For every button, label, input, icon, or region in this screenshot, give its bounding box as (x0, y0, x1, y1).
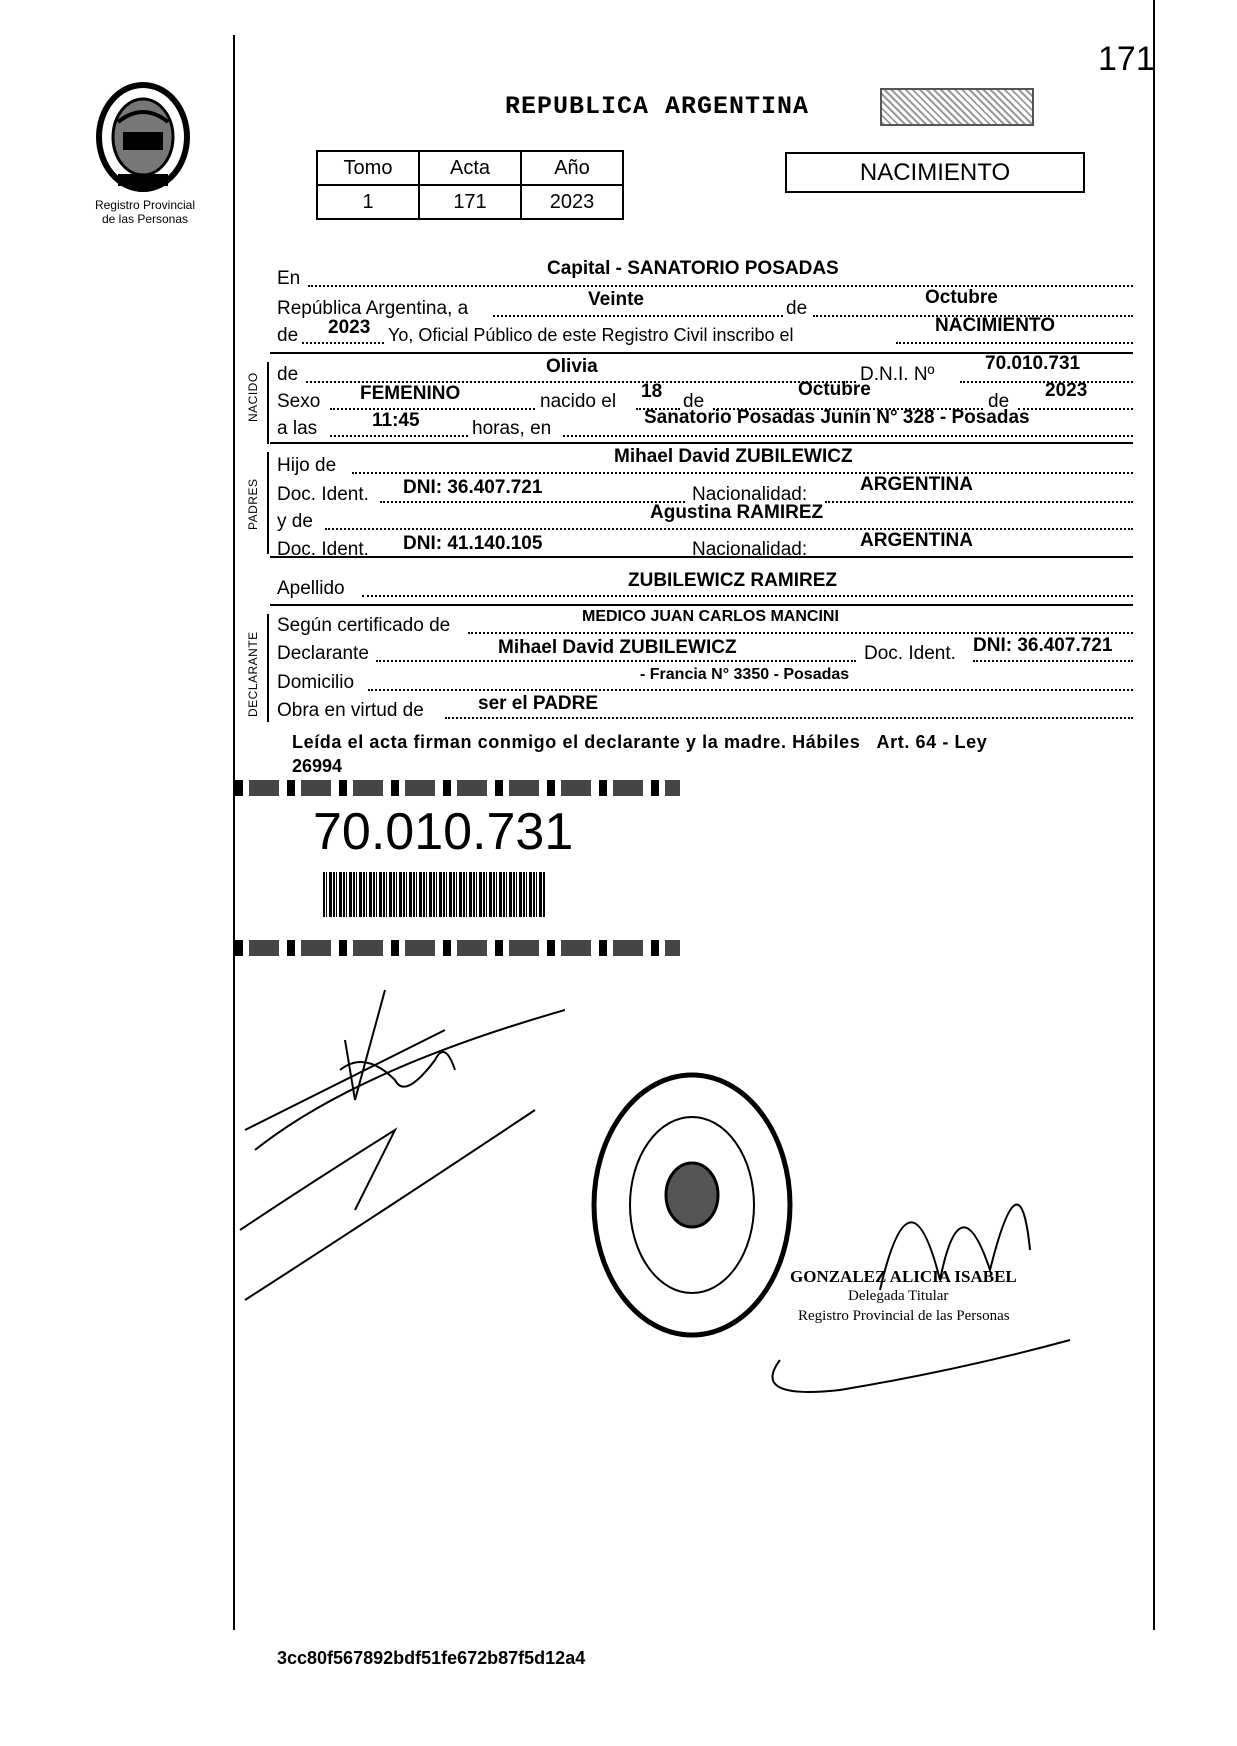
document-title: REPUBLICA ARGENTINA (505, 92, 810, 121)
province-emblem (88, 82, 198, 192)
dni-label: D.N.I. Nº (860, 364, 935, 385)
dots (352, 472, 1133, 474)
father-nat-label: Nacionalidad: (692, 484, 808, 505)
apellido-label: Apellido (277, 578, 345, 599)
value-acta: 171 (419, 185, 521, 219)
header-anio: Año (521, 151, 623, 185)
dots (445, 717, 1133, 719)
republica-label: República Argentina, a (277, 298, 469, 319)
en-label: En (277, 268, 301, 289)
official-office: Registro Provincial de las Personas (798, 1308, 1010, 1324)
record-type: NACIMIENTO (859, 159, 1011, 186)
alas-label: a las (277, 418, 318, 439)
nacido-section-label: NACIDO (246, 372, 260, 422)
dots (825, 501, 1133, 503)
de-label-3: de (988, 391, 1010, 412)
de-label: de (786, 298, 808, 319)
sexo-label: Sexo (277, 391, 321, 412)
child-dni: 70.010.731 (985, 353, 1081, 374)
dots (973, 660, 1133, 662)
de2-label: de (277, 325, 299, 346)
closing-line1: Leída el acta firman conmigo el declarante y la madre. Hábiles Art. 64 - Ley (292, 732, 988, 752)
nacido-el-label: nacido el (540, 391, 617, 412)
dots (380, 501, 685, 503)
declarante-label: Declarante (277, 643, 369, 664)
dots (468, 632, 1133, 634)
emblem-caption (60, 198, 230, 226)
father-name: Mihael David ZUBILEWICZ (614, 446, 853, 467)
child-name: Olivia (546, 356, 598, 377)
domicilio-label: Domicilio (277, 672, 355, 693)
dots (493, 315, 783, 317)
separator (270, 442, 1133, 444)
emblem-caption-line1: Registro Provincial (94, 198, 196, 212)
declarante-doc-label: Doc. Ident. (864, 643, 956, 664)
dots (330, 435, 468, 437)
declarante-value: Mihael David ZUBILEWICZ (498, 637, 737, 658)
dots (302, 342, 384, 344)
emblem-caption-line2: de las Personas (101, 212, 189, 226)
father-doc-label: Doc. Ident. (277, 484, 369, 505)
obra-value: ser el PADRE (478, 693, 599, 714)
en-value: Capital - SANATORIO POSADAS (547, 258, 839, 279)
declarant-signature (235, 980, 565, 1310)
right-margin-line (1153, 0, 1155, 1630)
father-nationality: ARGENTINA (860, 474, 973, 495)
month-value: Octubre (925, 287, 998, 308)
obra-label: Obra en virtud de (277, 700, 424, 721)
dots (362, 595, 1133, 597)
mother-doc: DNI: 41.140.105 (403, 533, 543, 554)
declarante-bracket (267, 614, 269, 722)
dni-sticker (235, 780, 680, 965)
dots (376, 660, 856, 662)
year-value: 2023 (328, 317, 371, 338)
hijo-label: Hijo de (277, 455, 337, 476)
nacido-bracket (267, 362, 269, 444)
mother-nat-label: Nacionalidad: (692, 539, 808, 560)
mother-nationality: ARGENTINA (860, 530, 973, 551)
apellido-value: ZUBILEWICZ RAMIREZ (628, 570, 837, 591)
yde-label: y de (277, 511, 313, 532)
cert-label: Según certificado de (277, 615, 451, 636)
official-name: GONZALEZ ALICIA ISABEL (790, 1267, 1017, 1286)
father-doc: DNI: 36.407.721 (403, 477, 543, 498)
cert-value: MEDICO JUAN CARLOS MANCINI (582, 608, 839, 625)
declarante-section-label: DECLARANTE (246, 631, 260, 717)
birth-year: 2023 (1045, 380, 1088, 401)
dots (330, 408, 535, 410)
official-title: Delegada Titular (848, 1288, 949, 1304)
padres-bracket (267, 452, 269, 554)
sexo-value: FEMENINO (360, 383, 461, 404)
day-value: Veinte (588, 289, 644, 310)
record-type-box (785, 152, 1085, 193)
dots (563, 435, 1133, 437)
padres-section-label: PADRES (246, 478, 260, 530)
birth-day: 18 (641, 381, 663, 402)
page-number: 171 (1098, 40, 1155, 78)
horas-label: horas, en (472, 418, 552, 439)
dots (308, 285, 1133, 287)
birth-hour: 11:45 (372, 410, 420, 431)
dots (896, 342, 1133, 344)
record-table (316, 150, 624, 220)
birth-month: Octubre (798, 379, 871, 400)
separator (270, 556, 1133, 558)
type-value: NACIMIENTO (935, 315, 1055, 336)
dots (1018, 408, 1133, 410)
header-acta: Acta (419, 151, 521, 185)
domicilio-value: - Francia N° 3350 - Posadas (640, 666, 850, 683)
declarante-doc: DNI: 36.407.721 (973, 635, 1113, 656)
birth-place: Sanatorio Posadas Junín N° 328 - Posadas (644, 407, 1030, 428)
mother-name: Agustina RAMIREZ (650, 502, 824, 523)
shield-emblem-icon (88, 82, 198, 192)
oficial-text: Yo, Oficial Público de este Registro Civil inscribo el (388, 325, 794, 345)
separator (270, 604, 1133, 606)
barcode (323, 872, 545, 917)
de-label-2: de (683, 391, 705, 412)
document-hash: 3cc80f567892bdf51fe672b87f5d12a4 (277, 1648, 586, 1668)
mother-doc-label: Doc. Ident. (277, 539, 369, 560)
closing-line2: 26994 (292, 756, 343, 776)
title-watermark (880, 88, 1034, 126)
dots (325, 528, 1133, 530)
sticker-top-border (235, 780, 680, 796)
nacido-de-label: de (277, 364, 299, 385)
sticker-dni-number: 70.010.731 (313, 803, 574, 861)
header-tomo: Tomo (317, 151, 419, 185)
value-tomo: 1 (317, 185, 419, 219)
dots (368, 689, 1133, 691)
sticker-bottom-border (235, 940, 680, 956)
value-anio: 2023 (521, 185, 623, 219)
